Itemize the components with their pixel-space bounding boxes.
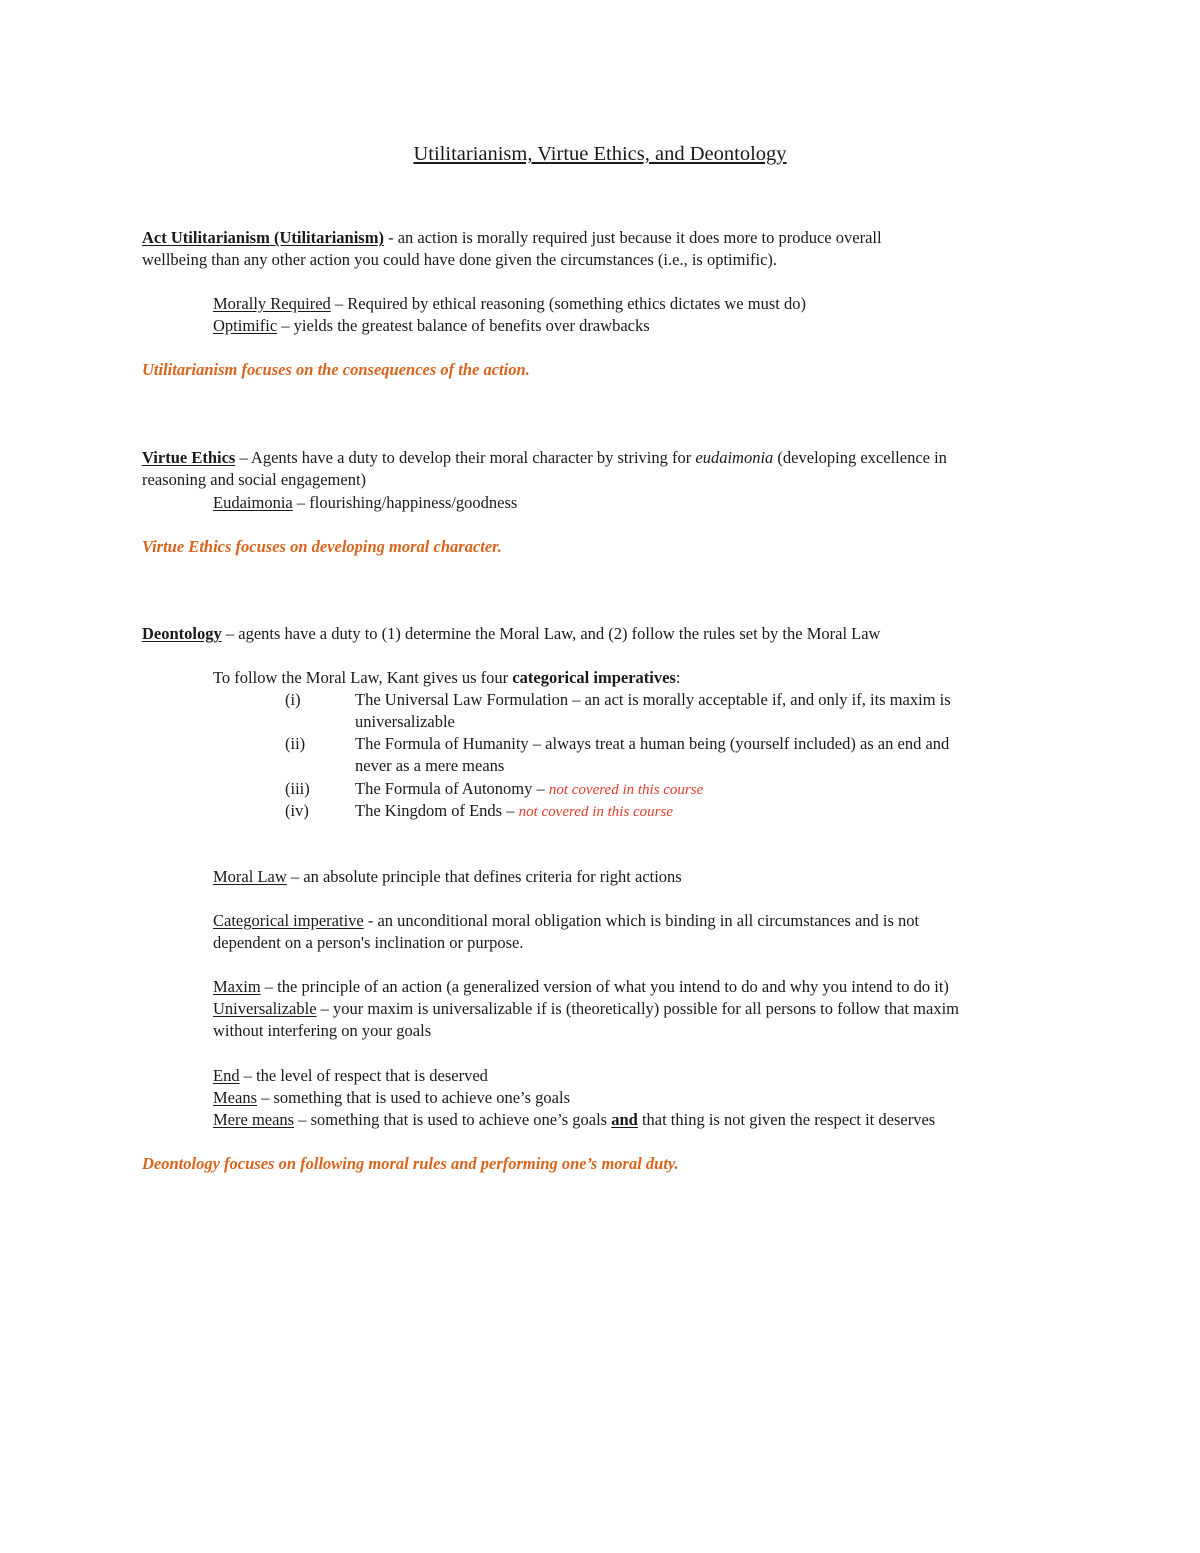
imperative-3-note: not covered in this course (548, 782, 704, 798)
deontology-definition (142, 623, 880, 645)
means-definition (213, 1087, 570, 1109)
optimific-term: Optimific (213, 316, 278, 335)
morally-required-term: Morally Required (213, 294, 331, 313)
mere-means-def-b: that thing is not given the respect it deserves (637, 1110, 936, 1129)
universalizable-def-line2: without interfering on your goals (213, 1021, 432, 1040)
maxim-definition (213, 976, 949, 998)
moral-law-term: Moral Law (213, 867, 287, 886)
optimific-def: – yields the greatest balance of benefits over drawbacks (277, 316, 650, 335)
intro-colon: : (675, 668, 681, 687)
optimific-definition (213, 315, 650, 337)
act-utilitarianism-def-line2: wellbeing than any other action you could have done given the circumstances (i.e., is optimific). (142, 250, 778, 269)
end-definition (213, 1065, 488, 1087)
intro-text: To follow the Moral Law, Kant gives us four (213, 668, 513, 687)
deontology-def: – agents have a duty to (1) determine the Moral Law, and (2) follow the rules set by the Moral Law (221, 624, 881, 643)
imperative-4-line (355, 800, 673, 823)
categorical-imperative-term: Categorical imperative (213, 911, 364, 930)
virtue-ethics-def-eudaimonia: eudaimonia (695, 448, 774, 467)
deontology-term: Deontology (142, 624, 222, 643)
eudaimonia-definition (213, 492, 517, 514)
moral-law-definition (213, 866, 682, 888)
categorical-imperative-definition (213, 910, 919, 932)
mere-means-definition (213, 1109, 935, 1131)
means-def: – something that is used to achieve one’s goals (257, 1088, 570, 1107)
categorical-imperatives-intro (213, 667, 680, 689)
imperative-1-number: (i) (285, 690, 301, 709)
imperative-3-line (355, 778, 703, 801)
virtue-ethics-def-line2: reasoning and social engagement) (142, 470, 367, 489)
imperative-4-number: (iv) (285, 801, 309, 820)
mere-means-term: Mere means (213, 1110, 295, 1129)
imperative-4-text: The Kingdom of Ends – (355, 801, 519, 820)
maxim-def: – the principle of an action (a generalized version of what you intend to do and why you intend to do it) (260, 977, 949, 996)
imperative-3-number: (iii) (285, 779, 310, 798)
virtue-ethics-definition (142, 447, 947, 469)
universalizable-def-line1: – your maxim is universalizable if is (theoretically) possible for all persons to follow that maxim (316, 999, 959, 1018)
morally-required-def: – Required by ethical reasoning (something ethics dictates we must do) (330, 294, 806, 313)
imperative-4-note: not covered in this course (518, 804, 674, 820)
imperative-2-text-line1: The Formula of Humanity – always treat a human being (yourself included) as an end and (355, 734, 950, 753)
end-def: – the level of respect that is deserved (239, 1066, 488, 1085)
virtue-ethics-term: Virtue Ethics (142, 448, 236, 467)
imperative-2-text-line2: never as a mere means (355, 756, 505, 775)
virtue-ethics-def-c: (developing excellence in (773, 448, 947, 467)
morally-required-definition (213, 293, 806, 315)
means-term: Means (213, 1088, 257, 1107)
eudaimonia-term: Eudaimonia (213, 493, 293, 512)
moral-law-def: – an absolute principle that defines criteria for right actions (286, 867, 682, 886)
imperative-1-text-line2: universalizable (355, 712, 455, 731)
maxim-term: Maxim (213, 977, 261, 996)
virtue-ethics-def-a: – Agents have a duty to develop their moral character by striving for (235, 448, 696, 467)
deontology-takeaway: Deontology focuses on following moral rules and performing one’s moral duty. (142, 1154, 679, 1173)
page-title: Utilitarianism, Virtue Ethics, and Deontology (413, 143, 787, 165)
utilitarianism-takeaway: Utilitarianism focuses on the consequences of the action. (142, 360, 530, 379)
universalizable-definition (213, 998, 959, 1020)
universalizable-term: Universalizable (213, 999, 317, 1018)
imperative-3-text: The Formula of Autonomy – (355, 779, 549, 798)
eudaimonia-def: – flourishing/happiness/goodness (292, 493, 518, 512)
act-utilitarianism-definition (142, 227, 882, 249)
virtue-ethics-takeaway: Virtue Ethics focuses on developing moral character. (142, 537, 502, 556)
act-utilitarianism-term: Act Utilitarianism (Utilitarianism) (142, 228, 384, 247)
categorical-imperative-def-line2: dependent on a person's inclination or purpose. (213, 933, 524, 952)
intro-bold-term: categorical imperatives (512, 668, 676, 687)
end-term: End (213, 1066, 240, 1085)
imperative-1-text-line1: The Universal Law Formulation – an act is morally acceptable if, and only if, its maxim is (355, 690, 951, 709)
categorical-imperative-def-line1: - an unconditional moral obligation which is binding in all circumstances and is not (363, 911, 920, 930)
imperative-2-number: (ii) (285, 734, 306, 753)
mere-means-def-a: – something that is used to achieve one’s goals (294, 1110, 612, 1129)
mere-means-and: and (611, 1110, 638, 1129)
act-utilitarianism-def-line1: - an action is morally required just because it does more to produce overall (383, 228, 882, 247)
